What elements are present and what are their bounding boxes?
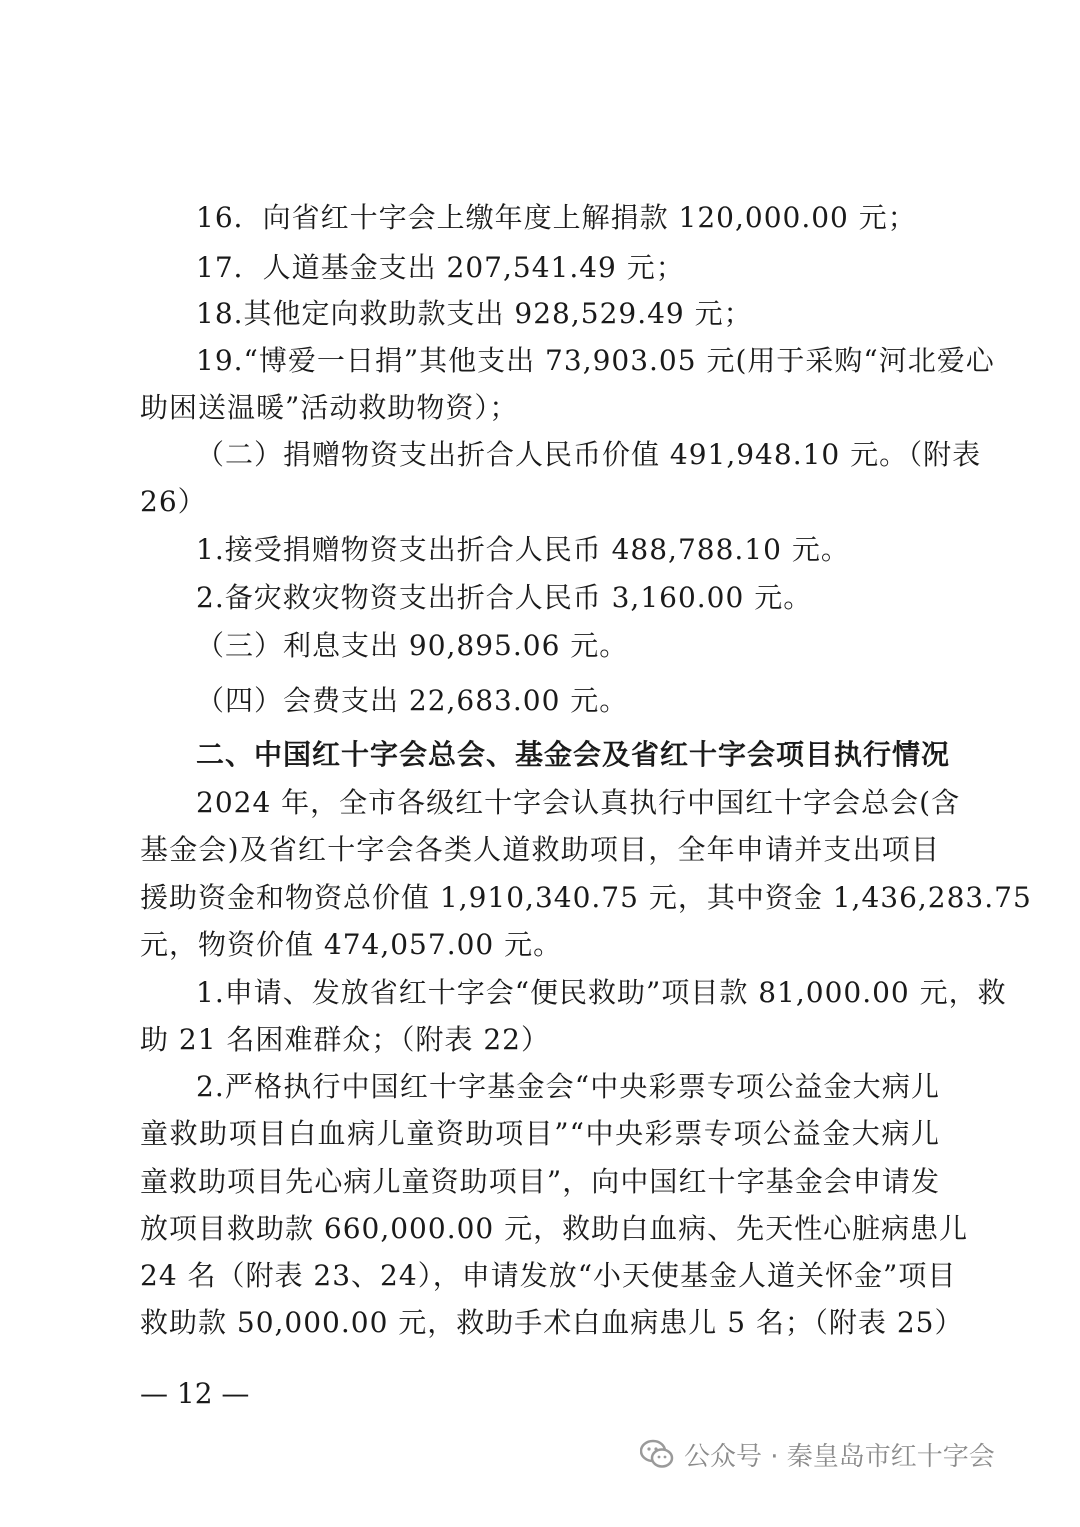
watermark-text: 公众号 · 秦皇岛市红十字会 — [684, 1441, 995, 1472]
text-line: 助 21 名困难群众；（附表 22） — [140, 1023, 550, 1056]
text-line: 26） — [140, 485, 207, 518]
text-line: 16．向省红十字会上缴年度上解捐款 120,000.00 元； — [196, 201, 917, 234]
text-line: 援助资金和物资总价值 1,910,340.75 元，其中资金 1,436,283.75 — [140, 881, 1032, 914]
page-number: — 12 — — [140, 1377, 250, 1410]
text-line: （二）捐赠物资支出折合人民币价值 491,948.10 元。（附表 — [196, 438, 982, 471]
text-line: 基金会)及省红十字会各类人道救助项目，全年申请并支出项目 — [140, 833, 940, 866]
text-line: 2.备灾救灾物资支出折合人民币 3,160.00 元。 — [196, 581, 813, 614]
text-line: （三）利息支出 90,895.06 元。 — [196, 629, 629, 662]
text-line: （四）会费支出 22,683.00 元。 — [196, 684, 629, 717]
text-line: 元，物资价值 474,057.00 元。 — [140, 928, 563, 961]
section-heading: 二、中国红十字会总会、基金会及省红十字会项目执行情况 — [196, 738, 951, 771]
text-line: 19.“博爱一日捐”其他支出 73,903.05 元(用于采购“河北爱心 — [196, 344, 995, 377]
text-line: 助困送温暖”活动救助物资）； — [140, 391, 519, 424]
text-line: 18.其他定向救助款支出 928,529.49 元； — [196, 297, 753, 330]
text-line: 1.接受捐赠物资支出折合人民币 488,788.10 元。 — [196, 533, 850, 566]
text-line: 放项目救助款 660,000.00 元，救助白血病、先天性心脏病患儿 — [140, 1212, 969, 1245]
text-line: 2.严格执行中国红十字基金会“中央彩票专项公益金大病儿 — [196, 1070, 940, 1103]
text-line: 2024 年，全市各级红十字会认真执行中国红十字会总会(含 — [196, 786, 961, 819]
text-line: 1.申请、发放省红十字会“便民救助”项目款 81,000.00 元，救 — [196, 976, 1007, 1009]
text-line: 童救助项目先心病儿童资助项目”，向中国红十字基金会申请发 — [140, 1165, 940, 1198]
text-line: 17．人道基金支出 207,541.49 元； — [196, 251, 685, 284]
text-line: 童救助项目白血病儿童资助项目”“中央彩票专项公益金大病儿 — [140, 1117, 940, 1150]
text-line: 24 名（附表 23、24），申请发放“小天使基金人道关怀金”项目 — [140, 1259, 957, 1292]
watermark — [640, 1434, 995, 1474]
text-line: 救助款 50,000.00 元，救助手术白血病患儿 5 名；（附表 25） — [140, 1306, 964, 1339]
wechat-icon — [640, 1439, 674, 1469]
